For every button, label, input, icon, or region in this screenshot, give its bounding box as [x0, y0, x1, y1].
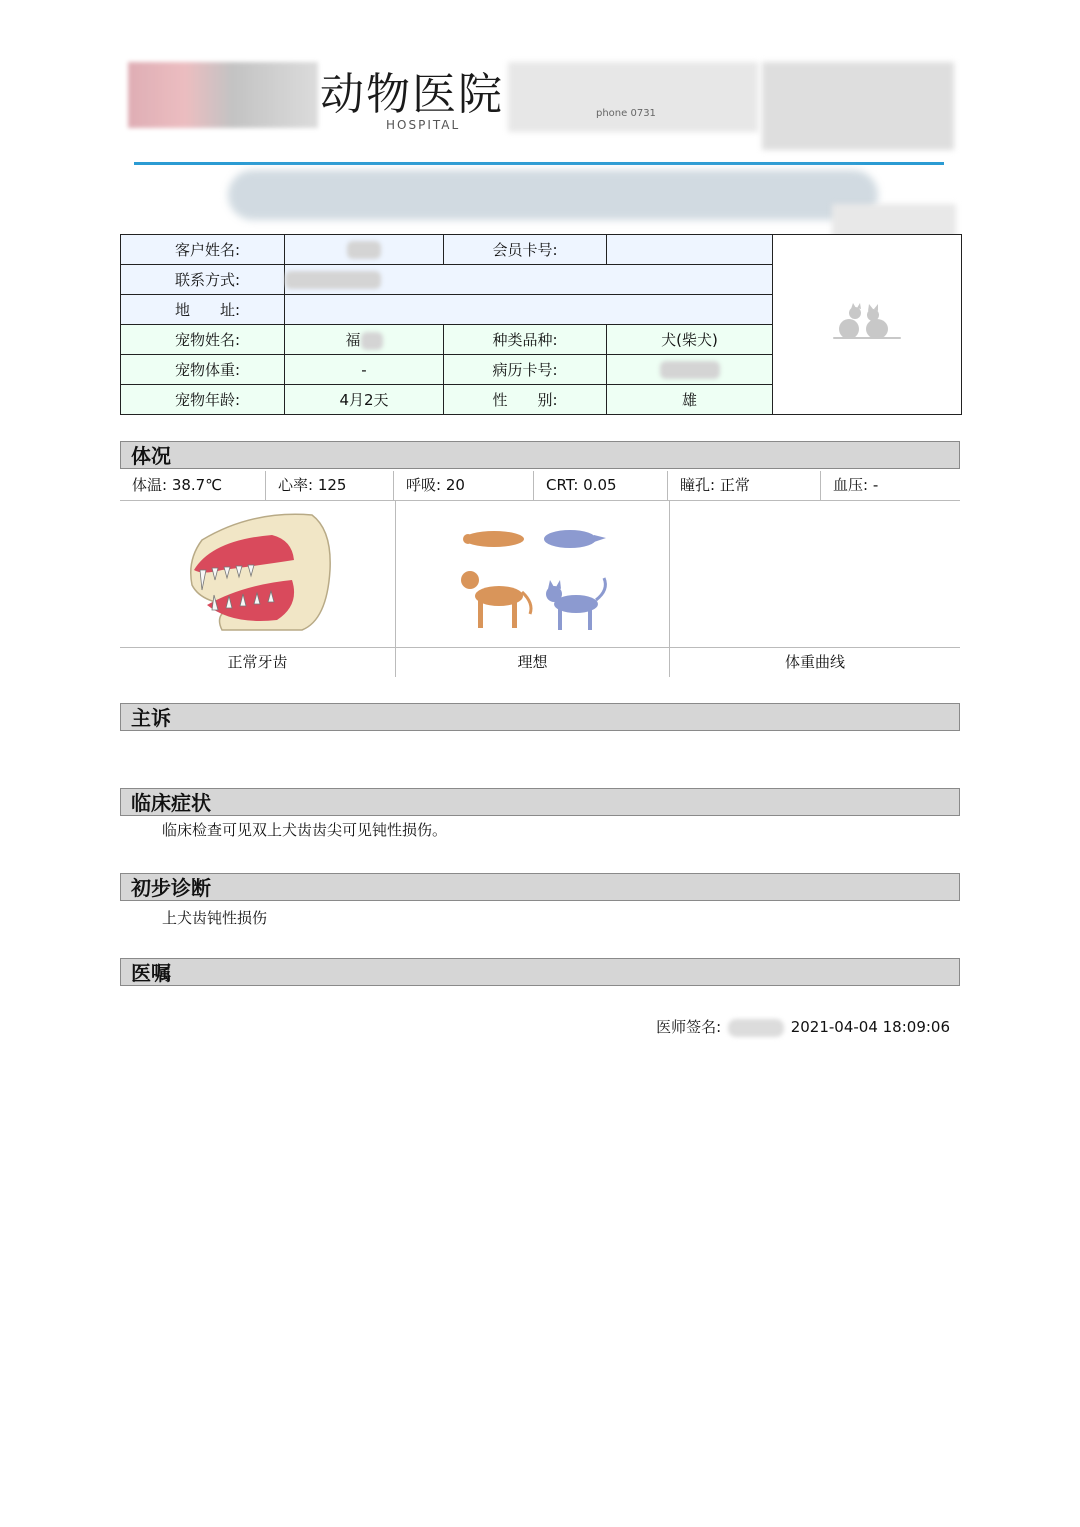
address-redacted — [228, 170, 878, 220]
vital-breath: 呼吸: 20 — [394, 471, 534, 500]
vital-heart-rate: 心率: 125 — [266, 471, 394, 500]
dog-teeth-icon — [182, 510, 342, 635]
address-label: 地 址: — [121, 295, 285, 325]
species-label: 种类品种: — [444, 325, 607, 355]
symptoms-text: 临床检查可见双上犬齿齿尖可见钝性损伤。 — [162, 821, 448, 839]
member-card-label: 会员卡号: — [444, 235, 607, 265]
sex-label: 性 别: — [444, 385, 607, 415]
contact-value — [285, 265, 773, 295]
sex-value: 雄 — [607, 385, 773, 415]
age-value: 4月2天 — [285, 385, 444, 415]
vital-crt: CRT: 0.05 — [534, 471, 668, 500]
customer-name-value — [285, 235, 444, 265]
contact-label: 联系方式: — [121, 265, 285, 295]
hospital-logo-redacted — [128, 62, 318, 128]
weight-curve-caption: 体重曲线 — [670, 647, 960, 677]
body-condition-caption: 理想 — [396, 647, 669, 677]
weight-curve-cell — [670, 500, 960, 677]
signature-redacted — [728, 1019, 784, 1037]
header-divider — [134, 162, 944, 165]
pet-name-value — [285, 325, 444, 355]
section-advice: 医嘱 — [120, 958, 960, 986]
pet-photo-cell — [773, 235, 962, 415]
address-value — [285, 295, 773, 325]
doctor-signature — [656, 1016, 950, 1037]
weight-value: - — [285, 355, 444, 385]
age-label: 宠物年龄: — [121, 385, 285, 415]
member-card-value — [607, 235, 773, 265]
header-redacted-area-right — [762, 62, 954, 150]
customer-name-label: 客户姓名: — [121, 235, 285, 265]
body-condition-cell — [396, 500, 669, 677]
diagnosis-text: 上犬齿钝性损伤 — [162, 909, 268, 927]
pet-silhouette-icon — [827, 303, 907, 343]
vitals-row — [120, 471, 960, 501]
section-complaint: 主诉 — [120, 703, 960, 731]
ideal-body-icon — [454, 518, 614, 638]
vital-blood-pressure: 血压: - — [833, 476, 879, 494]
header-redacted-area — [508, 62, 758, 132]
record-card-label: 病历卡号: — [444, 355, 607, 385]
teeth-cell — [120, 500, 395, 677]
vital-temperature: 体温: 38.7℃ — [120, 471, 266, 500]
hospital-name: 动物医院 — [320, 69, 504, 120]
signature-datetime: 2021-04-04 18:09:06 — [790, 1018, 950, 1036]
signature-label: 医师签名: — [656, 1018, 722, 1036]
patient-info-table — [120, 234, 962, 415]
pet-name-text: 福 — [345, 331, 361, 349]
hospital-name-en: HOSPITAL — [386, 118, 461, 132]
exam-images-row — [120, 500, 960, 677]
pet-name-label: 宠物姓名: — [121, 325, 285, 355]
vital-pupil: 瞳孔: 正常 — [668, 471, 821, 500]
record-card-value — [607, 355, 773, 385]
section-symptoms: 临床症状 — [120, 788, 960, 816]
weight-label: 宠物体重: — [121, 355, 285, 385]
section-diagnosis: 初步诊断 — [120, 873, 960, 901]
teeth-caption: 正常牙齿 — [120, 647, 395, 677]
species-value: 犬(柴犬) — [607, 325, 773, 355]
section-condition: 体况 — [120, 441, 960, 469]
header-phone: phone 0731 — [596, 108, 656, 119]
